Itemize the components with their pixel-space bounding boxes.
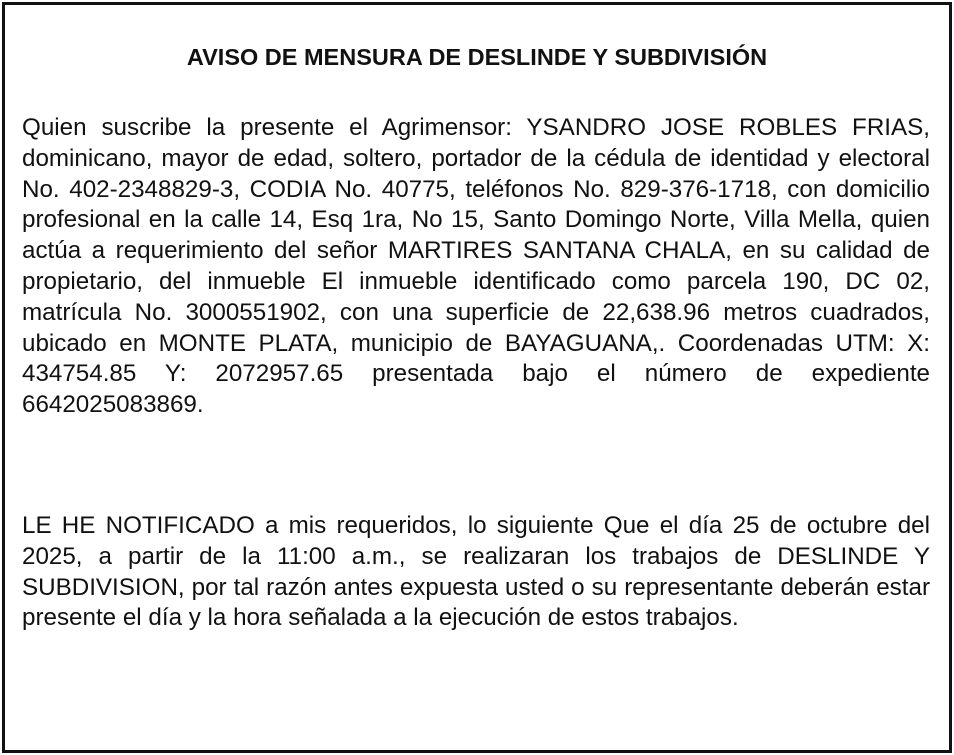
notice-paragraph-surveyor: Quien suscribe la presente el Agrimensor: YSANDRO JOSE ROBLES FRIAS, dominicano, mayor de edad, soltero, portador de la cédula de identidad y electoral No. 402-2348829-3, CODIA No. 40775, teléfonos No. 829-376-1718, con domicilio profesional en la calle 14, Esq 1ra, No 15, Santo Domingo Norte, Villa Mella, quien actúa a requerimiento del señor MARTIRES SANTANA CHALA, en su calidad de propietario, del inmueble El inmueble identificado como parcela 190, DC 02, matrícula No. 3000551902, con una superficie de 22,638.96 metros cuadrados, ubicado en MONTE PLATA, municipio de BAYAGUANA,. Coordenadas UTM: X: 434754.85 Y: 2072957.65 presentada bajo el número de expediente 6642025083869. xyxy=(22,114,930,419)
notice-title: AVISO DE MENSURA DE DESLINDE Y SUBDIVISIÓN xyxy=(186,44,768,70)
notice-frame xyxy=(2,2,952,753)
notice-paragraph-notification: LE HE NOTIFICADO a mis requeridos, lo siguiente Que el día 25 de octubre del 2025, a partir de la 11:00 a.m., se realizaran los trabajos de DESLINDE Y SUBDIVISION, por tal razón antes expuesta usted o su representante deberán estar presente el día y la hora señalada a la ejecución de estos trabajos. xyxy=(22,512,930,632)
